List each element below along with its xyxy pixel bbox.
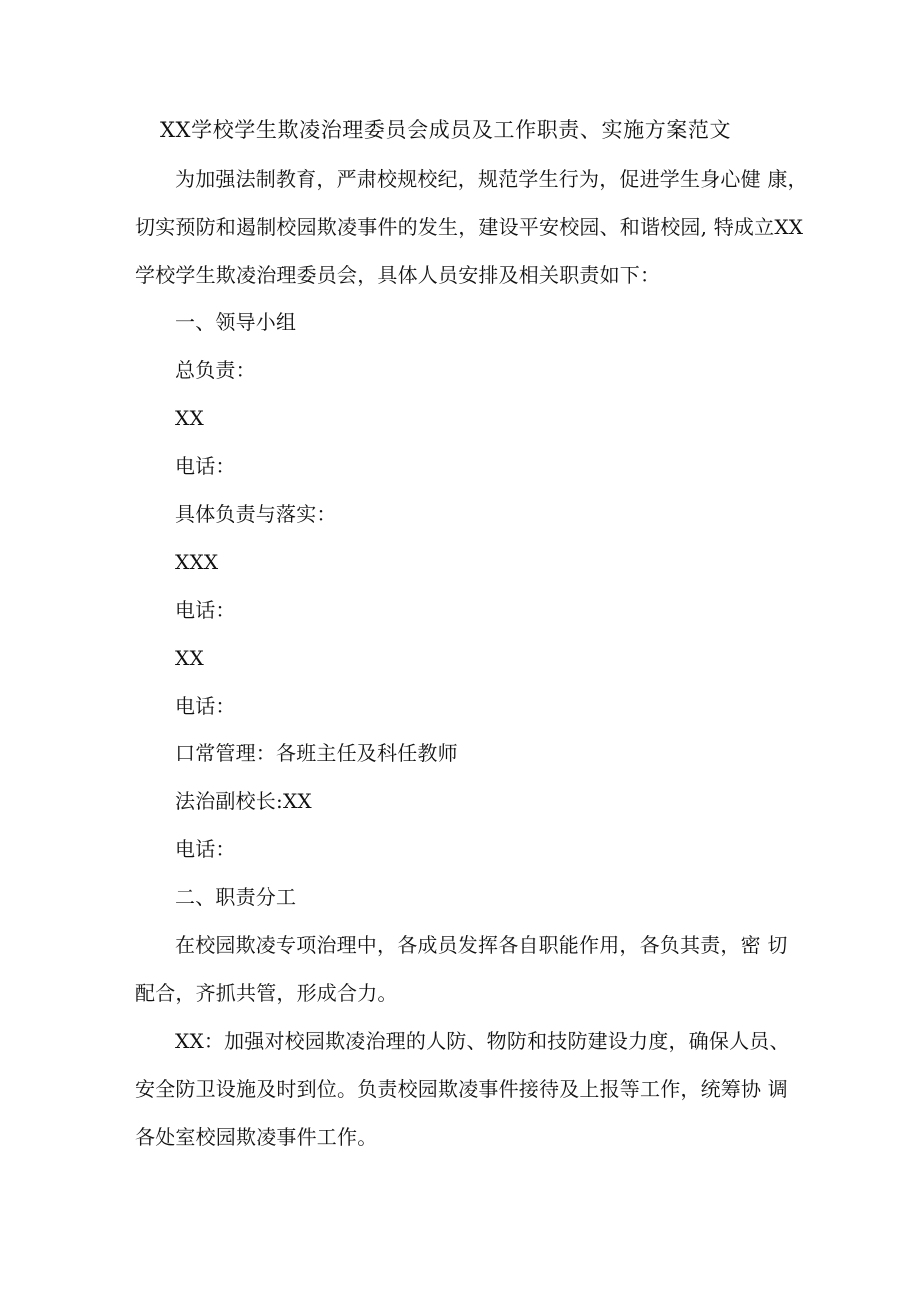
implement-name-2: XX [175,646,204,670]
intro-line-1: 为加强法制教育，严肃校规校纪，规范学生行为，促进学生身心健 康， [175,167,808,191]
daily-management: 口常管理：各班主任及科任教师 [175,741,458,765]
document-title: XX学校学生欺凌治理委员会成员及工作职责、实施方案范文 [160,118,732,142]
para2-line-2: 安全防卫设施及时到位。负责校园欺凌事件接待及上报等工作，统筹协 调 [135,1077,788,1101]
leader-phone: 电话： [175,454,236,478]
implement-label: 具体负责与落实： [175,502,337,526]
section2-heading: 二、职责分工 [175,885,297,909]
intro-line-2: 切实预防和遏制校园欺凌事件的发生，建设平安校园、和谐校园, 特成立XX [135,215,804,239]
implement-phone-1: 电话： [175,598,236,622]
intro-line-3: 学校学生欺凌治理委员会，具体人员安排及相关职责如下： [135,263,661,287]
para2-line-3: 各处室校园欺凌事件工作。 [135,1125,378,1149]
implement-phone-2: 电话： [175,694,236,718]
implement-name-1: XXX [175,550,219,574]
leader-label: 总负责： [175,358,256,382]
para1-line-1: 在校园欺凌专项治理中，各成员发挥各自职能作用，各负其责，密 切 [175,933,788,957]
section1-heading: 一、领导小组 [175,310,297,334]
legal-phone: 电话： [175,837,236,861]
para1-line-2: 配合，齐抓共管，形成合力。 [135,981,398,1005]
legal-vice-principal: 法治副校长:XX [175,789,312,813]
leader-name: XX [175,406,204,430]
para2-line-1: XX：加强对校园欺凌治理的人防、物防和技防建设力度，确保人员、 [175,1029,790,1053]
